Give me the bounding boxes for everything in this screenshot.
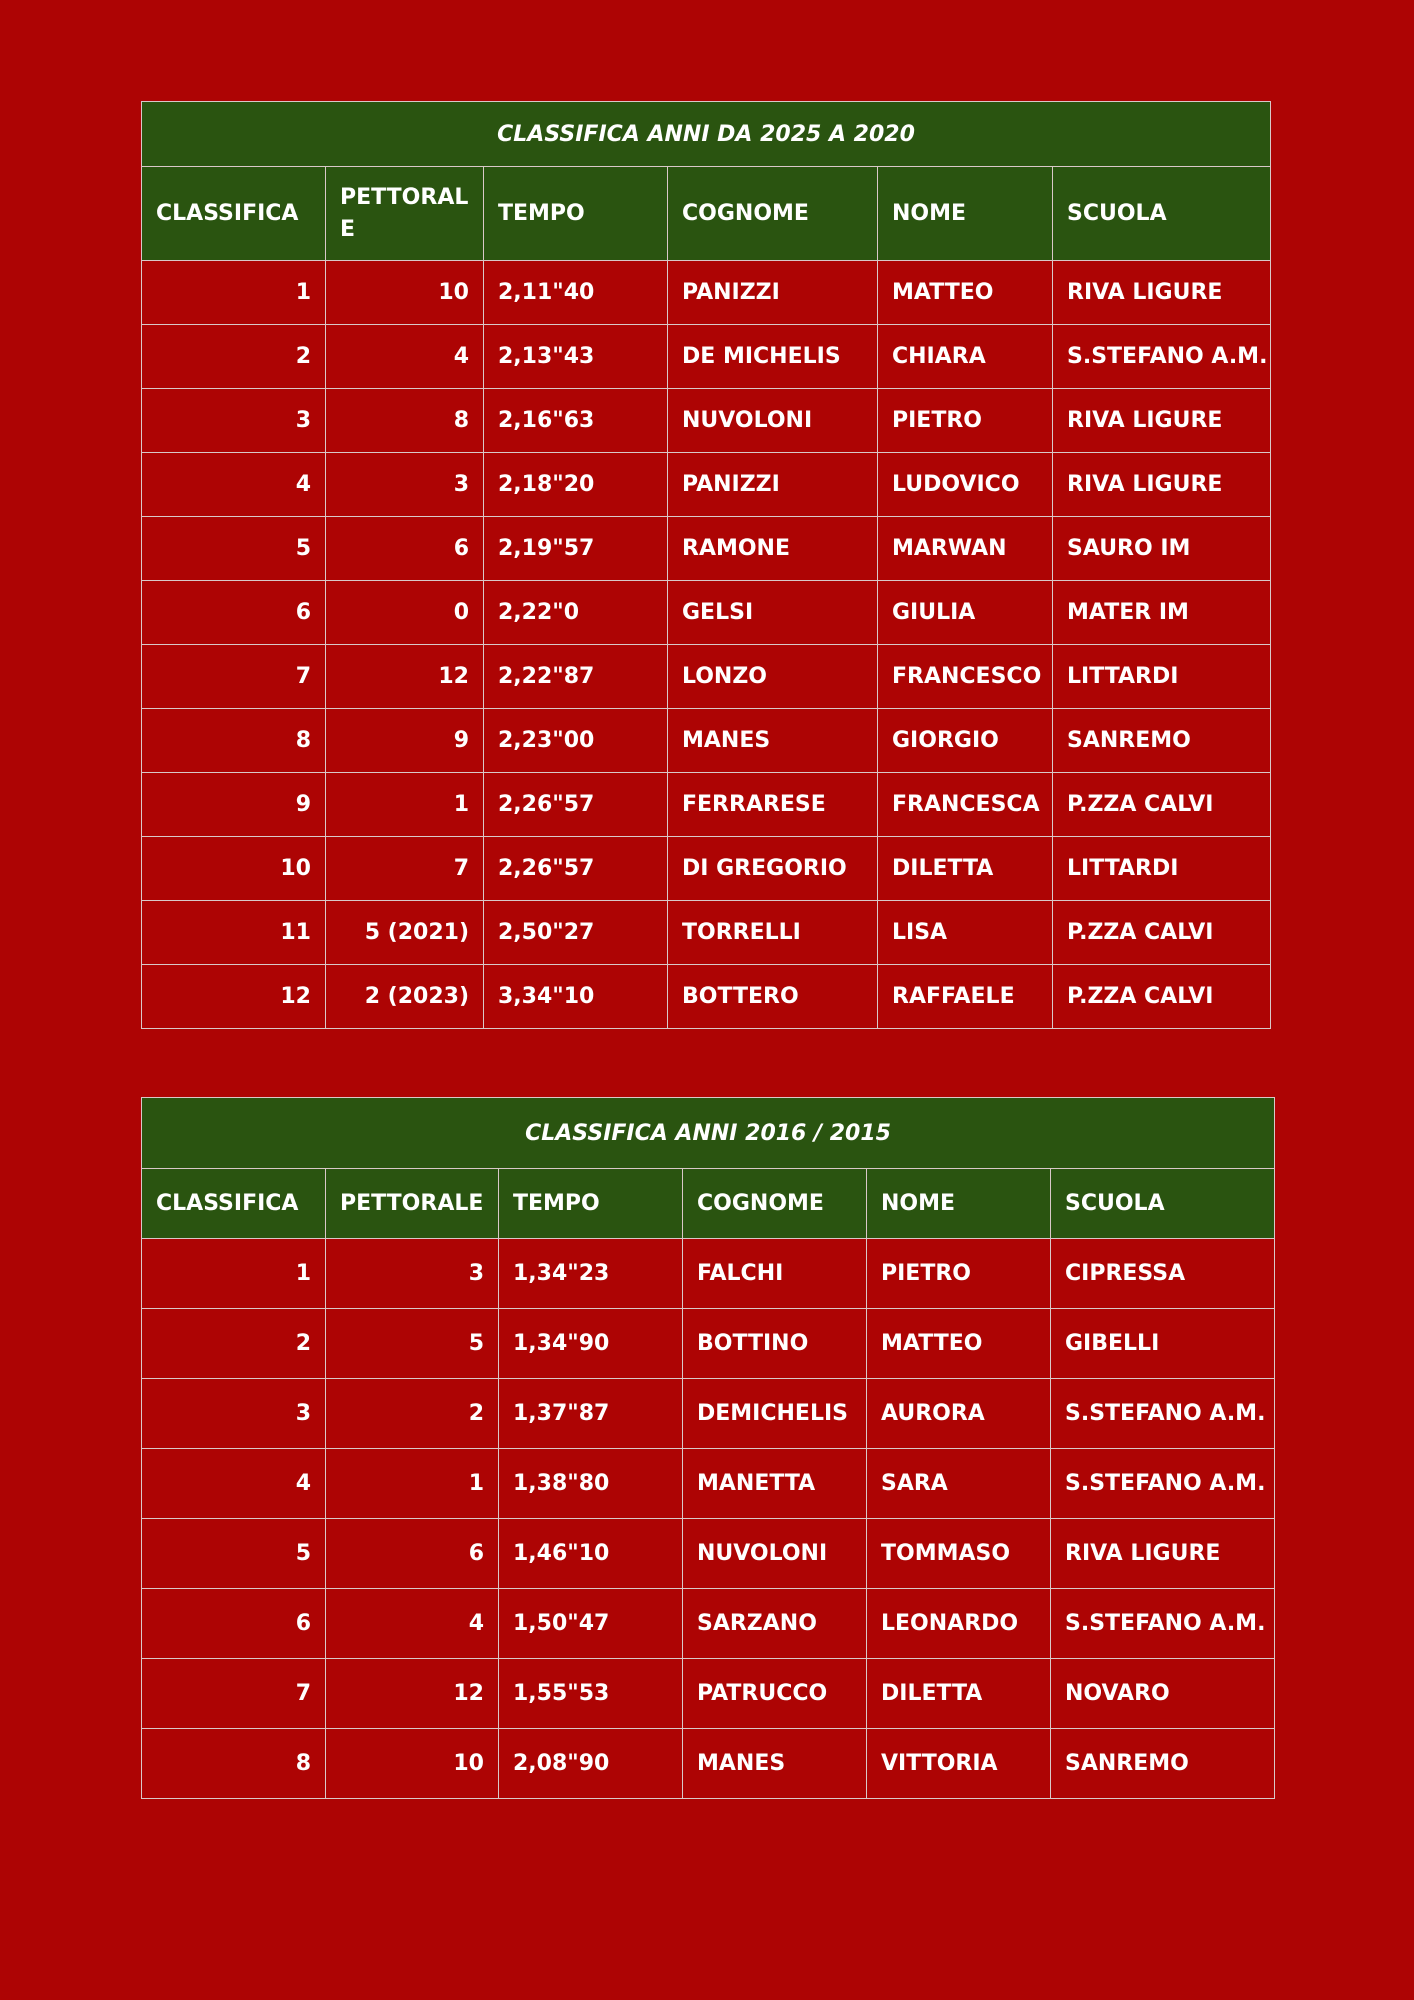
- cell-pettorale: 6: [326, 517, 484, 581]
- cell-classifica: 1: [142, 261, 326, 325]
- cell-cognome: RAMONE: [668, 517, 878, 581]
- cell-nome: TOMMASO: [867, 1519, 1051, 1589]
- table-row: [142, 1729, 1275, 1799]
- ranking-table-2025-2020: [141, 101, 1271, 1029]
- table-row: [142, 1519, 1275, 1589]
- cell-classifica: 12: [142, 965, 326, 1029]
- cell-nome: GIORGIO: [878, 709, 1053, 773]
- cell-nome: MATTEO: [867, 1309, 1051, 1379]
- cell-tempo: 3,34"10: [484, 965, 668, 1029]
- cell-tempo: 1,38"80: [499, 1449, 683, 1519]
- cell-scuola: LITTARDI: [1053, 645, 1271, 709]
- table-row: [142, 453, 1271, 517]
- header-scuola: SCUOLA: [1053, 167, 1271, 261]
- table-body: [142, 102, 1271, 1029]
- cell-scuola: RIVA LIGURE: [1053, 453, 1271, 517]
- cell-pettorale: 10: [326, 1729, 499, 1799]
- cell-nome: CHIARA: [878, 325, 1053, 389]
- cell-classifica: 4: [142, 1449, 326, 1519]
- table-row: [142, 1379, 1275, 1449]
- cell-cognome: DI GREGORIO: [668, 837, 878, 901]
- cell-nome: DILETTA: [867, 1659, 1051, 1729]
- cell-tempo: 1,34"90: [499, 1309, 683, 1379]
- cell-nome: VITTORIA: [867, 1729, 1051, 1799]
- header-tempo: TEMPO: [484, 167, 668, 261]
- cell-nome: LUDOVICO: [878, 453, 1053, 517]
- cell-classifica: 1: [142, 1239, 326, 1309]
- cell-classifica: 7: [142, 1659, 326, 1729]
- cell-tempo: 2,18"20: [484, 453, 668, 517]
- table-row: [142, 581, 1271, 645]
- cell-cognome: MANES: [683, 1729, 867, 1799]
- table-header-row: [142, 167, 1271, 261]
- cell-pettorale: 2 (2023): [326, 965, 484, 1029]
- cell-tempo: 2,22"0: [484, 581, 668, 645]
- cell-scuola: S.STEFANO A.M.: [1051, 1589, 1275, 1659]
- cell-pettorale: 3: [326, 1239, 499, 1309]
- cell-pettorale: 9: [326, 709, 484, 773]
- cell-cognome: MANES: [668, 709, 878, 773]
- table-row: [142, 1309, 1275, 1379]
- cell-pettorale: 4: [326, 1589, 499, 1659]
- cell-nome: RAFFAELE: [878, 965, 1053, 1029]
- cell-scuola: P.ZZA CALVI: [1053, 773, 1271, 837]
- header-classifica: CLASSIFICA: [142, 1169, 326, 1239]
- cell-pettorale: 8: [326, 389, 484, 453]
- table-header-row: [142, 1169, 1275, 1239]
- cell-pettorale: 0: [326, 581, 484, 645]
- cell-cognome: PANIZZI: [668, 453, 878, 517]
- table-row: [142, 261, 1271, 325]
- table-row: [142, 965, 1271, 1029]
- cell-cognome: BOTTINO: [683, 1309, 867, 1379]
- cell-nome: LISA: [878, 901, 1053, 965]
- cell-tempo: 1,50"47: [499, 1589, 683, 1659]
- cell-cognome: FALCHI: [683, 1239, 867, 1309]
- header-pettorale: PETTORALE: [326, 1169, 499, 1239]
- cell-tempo: 2,11"40: [484, 261, 668, 325]
- cell-classifica: 5: [142, 517, 326, 581]
- header-cognome: COGNOME: [668, 167, 878, 261]
- ranking-table-2016-2015: [141, 1097, 1275, 1799]
- cell-classifica: 6: [142, 581, 326, 645]
- cell-tempo: 2,08"90: [499, 1729, 683, 1799]
- cell-pettorale: 12: [326, 1659, 499, 1729]
- header-nome: NOME: [878, 167, 1053, 261]
- cell-pettorale: 6: [326, 1519, 499, 1589]
- cell-cognome: NUVOLONI: [668, 389, 878, 453]
- cell-nome: FRANCESCA: [878, 773, 1053, 837]
- cell-pettorale: 10: [326, 261, 484, 325]
- cell-scuola: SAURO IM: [1053, 517, 1271, 581]
- cell-scuola: RIVA LIGURE: [1053, 261, 1271, 325]
- table-title-row: [142, 1098, 1275, 1169]
- table-row: [142, 517, 1271, 581]
- cell-classifica: 8: [142, 709, 326, 773]
- cell-tempo: 1,55"53: [499, 1659, 683, 1729]
- cell-classifica: 5: [142, 1519, 326, 1589]
- table-body: [142, 1098, 1275, 1799]
- cell-scuola: LITTARDI: [1053, 837, 1271, 901]
- cell-tempo: 2,16"63: [484, 389, 668, 453]
- table-row: [142, 709, 1271, 773]
- cell-cognome: DEMICHELIS: [683, 1379, 867, 1449]
- header-cognome: COGNOME: [683, 1169, 867, 1239]
- cell-cognome: TORRELLI: [668, 901, 878, 965]
- table-row: [142, 1659, 1275, 1729]
- cell-scuola: S.STEFANO A.M.: [1051, 1449, 1275, 1519]
- cell-cognome: GELSI: [668, 581, 878, 645]
- header-scuola: SCUOLA: [1051, 1169, 1275, 1239]
- cell-scuola: SANREMO: [1051, 1729, 1275, 1799]
- cell-classifica: 8: [142, 1729, 326, 1799]
- cell-scuola: P.ZZA CALVI: [1053, 965, 1271, 1029]
- cell-scuola: MATER IM: [1053, 581, 1271, 645]
- cell-scuola: NOVARO: [1051, 1659, 1275, 1729]
- cell-pettorale: 2: [326, 1379, 499, 1449]
- cell-cognome: PATRUCCO: [683, 1659, 867, 1729]
- cell-cognome: LONZO: [668, 645, 878, 709]
- cell-pettorale: 5: [326, 1309, 499, 1379]
- table-row: [142, 645, 1271, 709]
- cell-scuola: GIBELLI: [1051, 1309, 1275, 1379]
- cell-nome: DILETTA: [878, 837, 1053, 901]
- table-title-row: [142, 102, 1271, 167]
- cell-cognome: DE MICHELIS: [668, 325, 878, 389]
- cell-tempo: 2,26"57: [484, 773, 668, 837]
- header-pettorale: PETTORALE: [326, 167, 484, 261]
- cell-cognome: BOTTERO: [668, 965, 878, 1029]
- cell-scuola: RIVA LIGURE: [1051, 1519, 1275, 1589]
- cell-scuola: RIVA LIGURE: [1053, 389, 1271, 453]
- cell-tempo: 2,50"27: [484, 901, 668, 965]
- cell-classifica: 2: [142, 1309, 326, 1379]
- cell-scuola: S.STEFANO A.M.: [1053, 325, 1271, 389]
- table-row: [142, 325, 1271, 389]
- cell-pettorale: 12: [326, 645, 484, 709]
- cell-scuola: CIPRESSA: [1051, 1239, 1275, 1309]
- cell-cognome: FERRARESE: [668, 773, 878, 837]
- cell-classifica: 10: [142, 837, 326, 901]
- cell-classifica: 11: [142, 901, 326, 965]
- cell-tempo: 2,13"43: [484, 325, 668, 389]
- cell-pettorale: 1: [326, 773, 484, 837]
- cell-scuola: SANREMO: [1053, 709, 1271, 773]
- cell-scuola: P.ZZA CALVI: [1053, 901, 1271, 965]
- cell-tempo: 2,23"00: [484, 709, 668, 773]
- cell-cognome: MANETTA: [683, 1449, 867, 1519]
- cell-cognome: PANIZZI: [668, 261, 878, 325]
- header-nome: NOME: [867, 1169, 1051, 1239]
- table-title: CLASSIFICA ANNI 2016 / 2015: [142, 1098, 1275, 1169]
- cell-cognome: SARZANO: [683, 1589, 867, 1659]
- header-tempo: TEMPO: [499, 1169, 683, 1239]
- cell-classifica: 3: [142, 1379, 326, 1449]
- table-row: [142, 901, 1271, 965]
- cell-pettorale: 4: [326, 325, 484, 389]
- cell-nome: SARA: [867, 1449, 1051, 1519]
- cell-nome: PIETRO: [867, 1239, 1051, 1309]
- cell-classifica: 4: [142, 453, 326, 517]
- cell-pettorale: 3: [326, 453, 484, 517]
- cell-scuola: S.STEFANO A.M.: [1051, 1379, 1275, 1449]
- cell-classifica: 9: [142, 773, 326, 837]
- cell-tempo: 2,26"57: [484, 837, 668, 901]
- cell-classifica: 2: [142, 325, 326, 389]
- cell-tempo: 2,22"87: [484, 645, 668, 709]
- cell-nome: FRANCESCO: [878, 645, 1053, 709]
- table-row: [142, 773, 1271, 837]
- cell-nome: AURORA: [867, 1379, 1051, 1449]
- cell-nome: MARWAN: [878, 517, 1053, 581]
- cell-classifica: 3: [142, 389, 326, 453]
- cell-pettorale: 1: [326, 1449, 499, 1519]
- cell-nome: LEONARDO: [867, 1589, 1051, 1659]
- table-row: [142, 837, 1271, 901]
- table-row: [142, 1239, 1275, 1309]
- cell-tempo: 1,37"87: [499, 1379, 683, 1449]
- table-row: [142, 1449, 1275, 1519]
- cell-tempo: 1,34"23: [499, 1239, 683, 1309]
- cell-nome: PIETRO: [878, 389, 1053, 453]
- cell-pettorale: 5 (2021): [326, 901, 484, 965]
- table-row: [142, 1589, 1275, 1659]
- table-row: [142, 389, 1271, 453]
- cell-cognome: NUVOLONI: [683, 1519, 867, 1589]
- cell-classifica: 6: [142, 1589, 326, 1659]
- cell-pettorale: 7: [326, 837, 484, 901]
- header-classifica: CLASSIFICA: [142, 167, 326, 261]
- cell-nome: MATTEO: [878, 261, 1053, 325]
- cell-tempo: 1,46"10: [499, 1519, 683, 1589]
- cell-nome: GIULIA: [878, 581, 1053, 645]
- table-title: CLASSIFICA ANNI DA 2025 A 2020: [142, 102, 1271, 167]
- cell-classifica: 7: [142, 645, 326, 709]
- cell-tempo: 2,19"57: [484, 517, 668, 581]
